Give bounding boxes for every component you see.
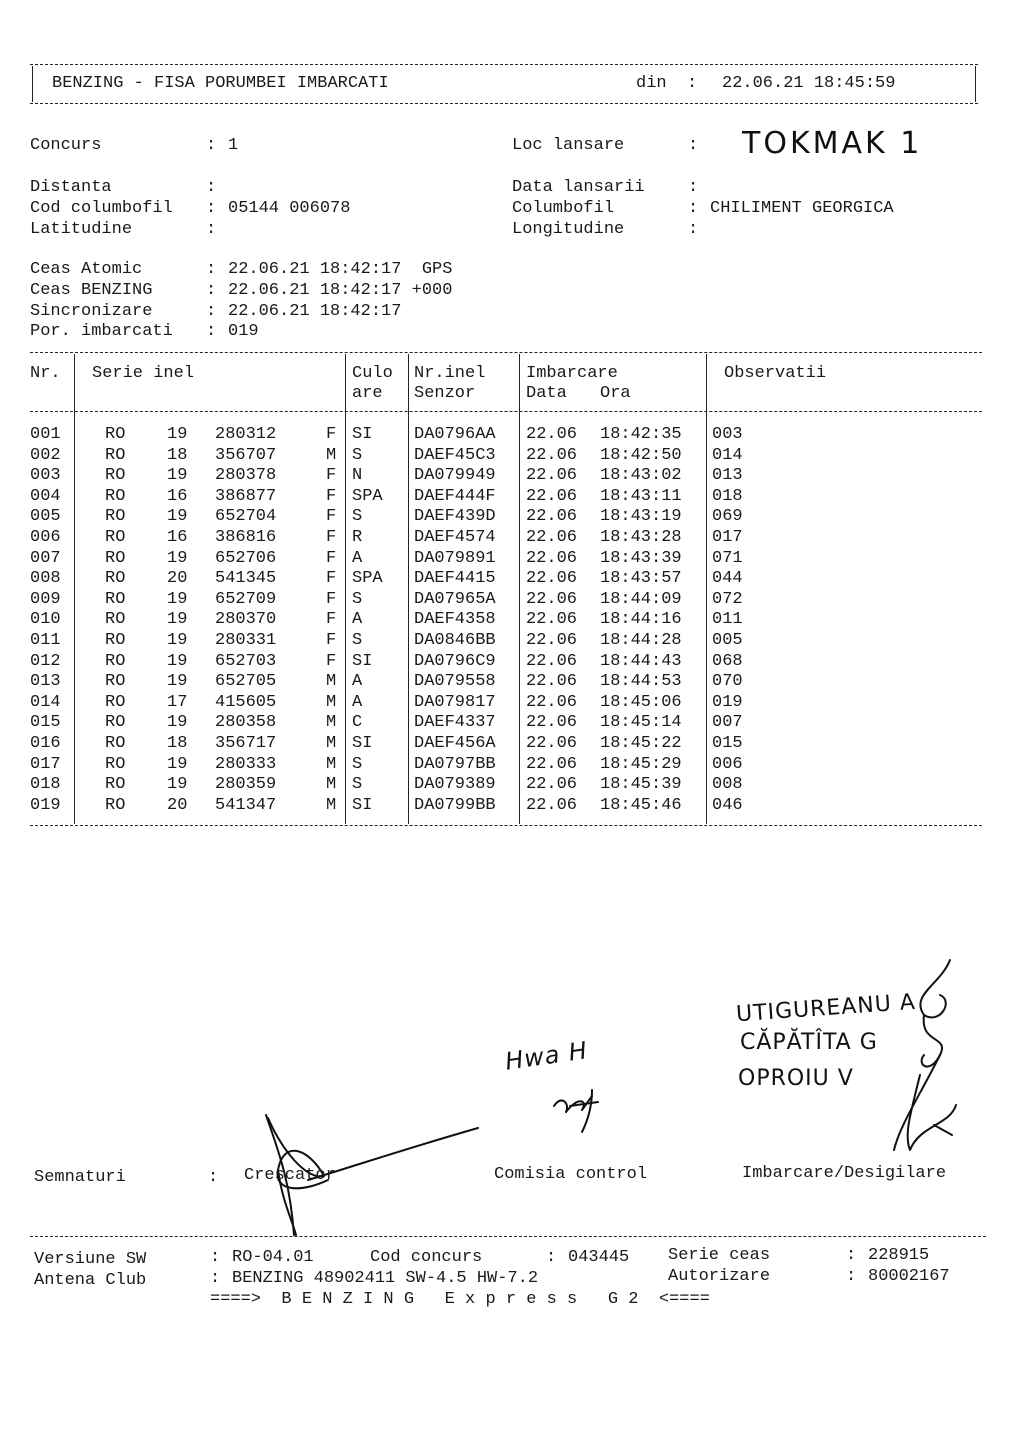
imbarcare-name-1: UTIGUREANU A	[735, 989, 917, 1028]
cell-tara: RO	[105, 672, 126, 692]
cell-an: 18	[167, 734, 188, 753]
cell-nr: 017	[30, 754, 61, 774]
cell-senzor: DA0797BB	[414, 754, 496, 774]
cell-culoare: R	[352, 528, 363, 547]
header-observatii: Observatii	[724, 364, 827, 383]
cell-data: 22.06	[526, 672, 578, 692]
comisia-handwriting: Hwa H	[503, 1036, 590, 1076]
cell-observatii: 014	[712, 445, 743, 465]
cell-sex: F	[326, 631, 337, 650]
cell-sex: F	[326, 651, 337, 671]
cod-concurs-label: Cod concurs	[370, 1248, 483, 1267]
cell-tara: RO	[105, 589, 126, 609]
col-divider-1	[74, 354, 75, 824]
versiune-label: Versiune SW	[34, 1250, 147, 1269]
cell-senzor: DA07965A	[414, 589, 496, 609]
cell-ora: 18:43:57	[600, 569, 682, 589]
longitudine-label: Longitudine	[512, 220, 625, 239]
cell-inel: 652705	[215, 672, 277, 692]
table-top-border	[30, 352, 982, 353]
col-divider-2	[345, 354, 346, 824]
cell-observatii: 044	[712, 569, 743, 589]
concurs-colon: :	[206, 136, 217, 155]
cell-senzor: DA079389	[414, 775, 496, 795]
cell-sex: M	[326, 795, 337, 815]
cell-sex: F	[326, 548, 337, 568]
ceas-benzing-colon: :	[206, 281, 217, 300]
cell-ora: 18:42:35	[600, 425, 682, 444]
cell-an: 17	[167, 692, 188, 712]
cell-ora: 18:45:29	[600, 754, 682, 774]
cell-an: 19	[167, 507, 188, 527]
imbarcare-desigilare-label: Imbarcare/Desigilare	[742, 1164, 947, 1183]
table-header-border	[30, 411, 982, 412]
cell-data: 22.06	[526, 569, 578, 589]
autorizare-colon: :	[846, 1267, 857, 1286]
cell-observatii: 006	[712, 754, 743, 774]
cell-inel: 652709	[215, 589, 277, 609]
cell-tara: RO	[105, 548, 126, 568]
cell-ora: 18:42:50	[600, 445, 682, 465]
cell-ora: 18:45:14	[600, 713, 682, 733]
data-lansarii-colon: :	[688, 178, 699, 197]
cell-data: 22.06	[526, 795, 578, 815]
ceas-atomic-value: 22.06.21 18:42:17 GPS	[228, 260, 453, 279]
cell-nr: 003	[30, 466, 61, 486]
document-title: BENZING - FISA PORUMBEI IMBARCATI	[52, 74, 389, 93]
cell-nr: 019	[30, 795, 61, 815]
cell-observatii: 013	[712, 466, 743, 486]
table-bottom-border	[30, 825, 982, 826]
data-lansarii-label: Data lansarii	[512, 178, 645, 197]
cell-data: 22.06	[526, 631, 578, 650]
cell-an: 19	[167, 425, 188, 444]
cell-senzor: DAEF439D	[414, 507, 496, 527]
cell-culoare: A	[352, 692, 363, 712]
col-divider-5	[706, 354, 707, 824]
cell-data: 22.06	[526, 775, 578, 795]
antena-colon: :	[210, 1269, 221, 1288]
latitudine-label: Latitudine	[30, 220, 133, 239]
header-imbarcare-ora: Ora	[600, 384, 631, 403]
cell-tara: RO	[105, 775, 126, 795]
cell-ora: 18:44:53	[600, 672, 682, 692]
cell-nr: 014	[30, 692, 61, 712]
cell-an: 19	[167, 631, 188, 650]
cell-culoare: SI	[352, 734, 373, 753]
cell-sex: F	[326, 610, 337, 630]
cell-data: 22.06	[526, 486, 578, 506]
sincronizare-label: Sincronizare	[30, 302, 153, 321]
cell-observatii: 011	[712, 610, 743, 630]
cell-sex: F	[326, 589, 337, 609]
cell-inel: 280312	[215, 425, 277, 444]
cell-tara: RO	[105, 445, 126, 465]
cell-sex: M	[326, 754, 337, 774]
header-nr: Nr.	[30, 364, 61, 383]
cell-an: 19	[167, 548, 188, 568]
cell-sex: F	[326, 528, 337, 547]
cell-tara: RO	[105, 425, 126, 444]
header-top-border	[30, 64, 978, 65]
cell-culoare: C	[352, 713, 363, 733]
por-imbarcati-value: 019	[228, 322, 259, 341]
cell-senzor: DAEF4358	[414, 610, 496, 630]
cell-sex: M	[326, 445, 337, 465]
cell-observatii: 071	[712, 548, 743, 568]
cell-inel: 280378	[215, 466, 277, 486]
cell-culoare: SPA	[352, 486, 383, 506]
antena-label: Antena Club	[34, 1271, 147, 1290]
longitudine-colon: :	[688, 220, 699, 239]
concurs-label: Concurs	[30, 136, 102, 155]
cell-an: 20	[167, 569, 188, 589]
por-imbarcati-label: Por. imbarcati	[30, 322, 173, 341]
date-colon: :	[687, 74, 698, 93]
cell-inel: 386877	[215, 486, 277, 506]
cell-ora: 18:45:46	[600, 795, 682, 815]
cell-sex: F	[326, 425, 337, 444]
cell-data: 22.06	[526, 466, 578, 486]
comisia-signature	[548, 1076, 618, 1136]
cell-an: 19	[167, 589, 188, 609]
loc-lansare-label: Loc lansare	[512, 136, 625, 155]
cell-nr: 016	[30, 734, 61, 753]
cell-tara: RO	[105, 754, 126, 774]
cell-tara: RO	[105, 466, 126, 486]
header-imbarcare: Imbarcare	[526, 364, 618, 383]
cell-inel: 356707	[215, 445, 277, 465]
cell-data: 22.06	[526, 425, 578, 444]
cell-ora: 18:43:28	[600, 528, 682, 547]
cell-an: 19	[167, 754, 188, 774]
cell-culoare: N	[352, 466, 363, 486]
cell-an: 19	[167, 466, 188, 486]
imbarcare-name-3: OPROIU V	[738, 1066, 854, 1091]
cod-columbofil-value: 05144 006078	[228, 199, 351, 218]
latitudine-colon: :	[206, 220, 217, 239]
cell-ora: 18:43:02	[600, 466, 682, 486]
cell-inel: 415605	[215, 692, 277, 712]
cell-observatii: 005	[712, 631, 743, 650]
header-right-border	[975, 66, 976, 102]
date-value: 22.06.21 18:45:59	[722, 74, 896, 93]
cell-senzor: DAEF4415	[414, 569, 496, 589]
serie-ceas-colon: :	[846, 1246, 857, 1265]
cell-observatii: 018	[712, 486, 743, 506]
antena-value: BENZING 48902411 SW-4.5 HW-7.2	[232, 1269, 539, 1288]
loc-lansare-colon: :	[688, 136, 699, 155]
crescator-label: Crescator	[244, 1166, 336, 1185]
cell-sex: M	[326, 713, 337, 733]
cell-nr: 008	[30, 569, 61, 589]
cell-culoare: A	[352, 548, 363, 568]
cell-ora: 18:43:19	[600, 507, 682, 527]
cell-an: 18	[167, 445, 188, 465]
cell-observatii: 072	[712, 589, 743, 609]
cell-nr: 002	[30, 445, 61, 465]
cell-tara: RO	[105, 713, 126, 733]
versiune-colon: :	[210, 1248, 221, 1267]
cell-observatii: 046	[712, 795, 743, 815]
cell-observatii: 003	[712, 425, 743, 444]
cell-nr: 015	[30, 713, 61, 733]
ceas-atomic-colon: :	[206, 260, 217, 279]
header-senzor-1: Nr.inel	[414, 364, 486, 383]
header-serie: Serie inel	[92, 364, 195, 383]
cell-nr: 009	[30, 589, 61, 609]
cell-data: 22.06	[526, 754, 578, 774]
cell-ora: 18:45:22	[600, 734, 682, 753]
cell-observatii: 007	[712, 713, 743, 733]
cell-tara: RO	[105, 734, 126, 753]
cod-columbofil-colon: :	[206, 199, 217, 218]
imbarcare-name-2: CĂPĂTÎTA G	[740, 1030, 878, 1055]
cell-inel: 280358	[215, 713, 277, 733]
cell-ora: 18:44:16	[600, 610, 682, 630]
cell-inel: 280359	[215, 775, 277, 795]
cell-observatii: 068	[712, 651, 743, 671]
semnaturi-label: Semnaturi	[34, 1168, 126, 1187]
cell-nr: 005	[30, 507, 61, 527]
cell-nr: 004	[30, 486, 61, 506]
header-culoare-1: Culo	[352, 364, 393, 383]
cell-inel: 652703	[215, 651, 277, 671]
cell-ora: 18:43:11	[600, 486, 682, 506]
cell-nr: 006	[30, 528, 61, 547]
cod-concurs-colon: :	[546, 1248, 557, 1267]
cell-tara: RO	[105, 692, 126, 712]
cell-nr: 001	[30, 425, 61, 444]
footer-top-border	[30, 1236, 986, 1237]
cell-inel: 280370	[215, 610, 277, 630]
cell-sex: M	[326, 692, 337, 712]
cell-observatii: 070	[712, 672, 743, 692]
cell-culoare: SI	[352, 425, 373, 444]
concurs-value: 1	[228, 136, 239, 155]
cell-culoare: SI	[352, 795, 373, 815]
date-label: din	[636, 74, 667, 93]
cell-ora: 18:44:28	[600, 631, 682, 650]
cell-senzor: DA0796AA	[414, 425, 496, 444]
cell-data: 22.06	[526, 651, 578, 671]
cell-inel: 280331	[215, 631, 277, 650]
columbofil-colon: :	[688, 199, 699, 218]
imbarcare-signatures	[880, 955, 960, 1155]
distanta-colon: :	[206, 178, 217, 197]
cell-inel: 652704	[215, 507, 277, 527]
cell-ora: 18:45:06	[600, 692, 682, 712]
cell-sex: F	[326, 507, 337, 527]
cell-inel: 356717	[215, 734, 277, 753]
cell-culoare: S	[352, 754, 363, 774]
cell-senzor: DAEF45C3	[414, 445, 496, 465]
cell-data: 22.06	[526, 507, 578, 527]
cell-nr: 011	[30, 631, 61, 650]
cell-senzor: DAEF444F	[414, 486, 496, 506]
cell-tara: RO	[105, 631, 126, 650]
por-imbarcati-colon: :	[206, 322, 217, 341]
cell-culoare: SPA	[352, 569, 383, 589]
cell-culoare: S	[352, 445, 363, 465]
cell-nr: 013	[30, 672, 61, 692]
cell-senzor: DA0846BB	[414, 631, 496, 650]
cell-senzor: DA079891	[414, 548, 496, 568]
cell-data: 22.06	[526, 528, 578, 547]
cell-sex: F	[326, 466, 337, 486]
cell-senzor: DAEF4574	[414, 528, 496, 547]
ceas-benzing-label: Ceas BENZING	[30, 281, 153, 300]
cell-ora: 18:44:09	[600, 589, 682, 609]
cell-ora: 18:45:39	[600, 775, 682, 795]
ceas-atomic-label: Ceas Atomic	[30, 260, 143, 279]
cell-tara: RO	[105, 569, 126, 589]
cell-data: 22.06	[526, 589, 578, 609]
cell-sex: M	[326, 775, 337, 795]
cell-observatii: 019	[712, 692, 743, 712]
cell-tara: RO	[105, 507, 126, 527]
cell-inel: 280333	[215, 754, 277, 774]
cell-culoare: S	[352, 775, 363, 795]
cell-sex: M	[326, 734, 337, 753]
columbofil-value: CHILIMENT GEORGICA	[710, 199, 894, 218]
cell-an: 20	[167, 795, 188, 815]
cell-ora: 18:44:43	[600, 651, 682, 671]
cell-data: 22.06	[526, 692, 578, 712]
header-culoare-2: are	[352, 384, 383, 403]
cell-culoare: S	[352, 589, 363, 609]
cell-culoare: A	[352, 672, 363, 692]
cell-ora: 18:43:39	[600, 548, 682, 568]
distanta-label: Distanta	[30, 178, 112, 197]
cell-senzor: DA079558	[414, 672, 496, 692]
autorizare-value: 80002167	[868, 1267, 950, 1286]
cell-senzor: DAEF4337	[414, 713, 496, 733]
cell-nr: 007	[30, 548, 61, 568]
cell-senzor: DA079949	[414, 466, 496, 486]
cell-inel: 652706	[215, 548, 277, 568]
cell-tara: RO	[105, 795, 126, 815]
columbofil-label: Columbofil	[512, 199, 615, 218]
header-senzor-2: Senzor	[414, 384, 476, 403]
cell-sex: F	[326, 569, 337, 589]
cell-an: 19	[167, 775, 188, 795]
cell-observatii: 015	[712, 734, 743, 753]
sincronizare-colon: :	[206, 302, 217, 321]
cell-tara: RO	[105, 651, 126, 671]
cell-senzor: DA0796C9	[414, 651, 496, 671]
cell-an: 19	[167, 651, 188, 671]
cell-senzor: DA0799BB	[414, 795, 496, 815]
semnaturi-colon: :	[208, 1168, 219, 1187]
cell-culoare: SI	[352, 651, 373, 671]
serie-ceas-label: Serie ceas	[668, 1246, 771, 1265]
comisia-control-label: Comisia control	[494, 1165, 648, 1184]
cell-culoare: A	[352, 610, 363, 630]
cell-senzor: DAEF456A	[414, 734, 496, 753]
cell-an: 19	[167, 713, 188, 733]
cell-culoare: S	[352, 631, 363, 650]
cell-nr: 012	[30, 651, 61, 671]
header-bottom-border	[30, 103, 978, 104]
cell-nr: 018	[30, 775, 61, 795]
cell-observatii: 017	[712, 528, 743, 547]
sincronizare-value: 22.06.21 18:42:17	[228, 302, 402, 321]
cell-observatii: 069	[712, 507, 743, 527]
ceas-benzing-value: 22.06.21 18:42:17 +000	[228, 281, 453, 300]
cell-sex: M	[326, 672, 337, 692]
cell-culoare: S	[352, 507, 363, 527]
header-left-border	[32, 66, 33, 102]
cell-an: 19	[167, 672, 188, 692]
cell-data: 22.06	[526, 548, 578, 568]
header-imbarcare-data: Data	[526, 384, 567, 403]
cell-senzor: DA079817	[414, 692, 496, 712]
cell-inel: 386816	[215, 528, 277, 547]
cod-concurs-value: 043445	[568, 1248, 630, 1267]
serie-ceas-value: 228915	[868, 1246, 930, 1265]
cell-data: 22.06	[526, 610, 578, 630]
cell-tara: RO	[105, 610, 126, 630]
cod-columbofil-label: Cod columbofil	[30, 199, 173, 218]
autorizare-label: Autorizare	[668, 1267, 771, 1286]
brand-line: ====> B E N Z I N G E x p r e s s G 2 <====	[210, 1290, 710, 1309]
cell-observatii: 008	[712, 775, 743, 795]
cell-inel: 541345	[215, 569, 277, 589]
cell-data: 22.06	[526, 445, 578, 465]
cell-tara: RO	[105, 486, 126, 506]
cell-an: 16	[167, 486, 188, 506]
cell-tara: RO	[105, 528, 126, 547]
col-divider-4	[519, 354, 520, 824]
versiune-value: RO-04.01	[232, 1248, 314, 1267]
loc-lansare-value: TOKMAK 1	[742, 126, 923, 161]
cell-sex: F	[326, 486, 337, 506]
cell-an: 19	[167, 610, 188, 630]
col-divider-3	[408, 354, 409, 824]
cell-data: 22.06	[526, 734, 578, 753]
cell-data: 22.06	[526, 713, 578, 733]
cell-an: 16	[167, 528, 188, 547]
cell-inel: 541347	[215, 795, 277, 815]
cell-nr: 010	[30, 610, 61, 630]
